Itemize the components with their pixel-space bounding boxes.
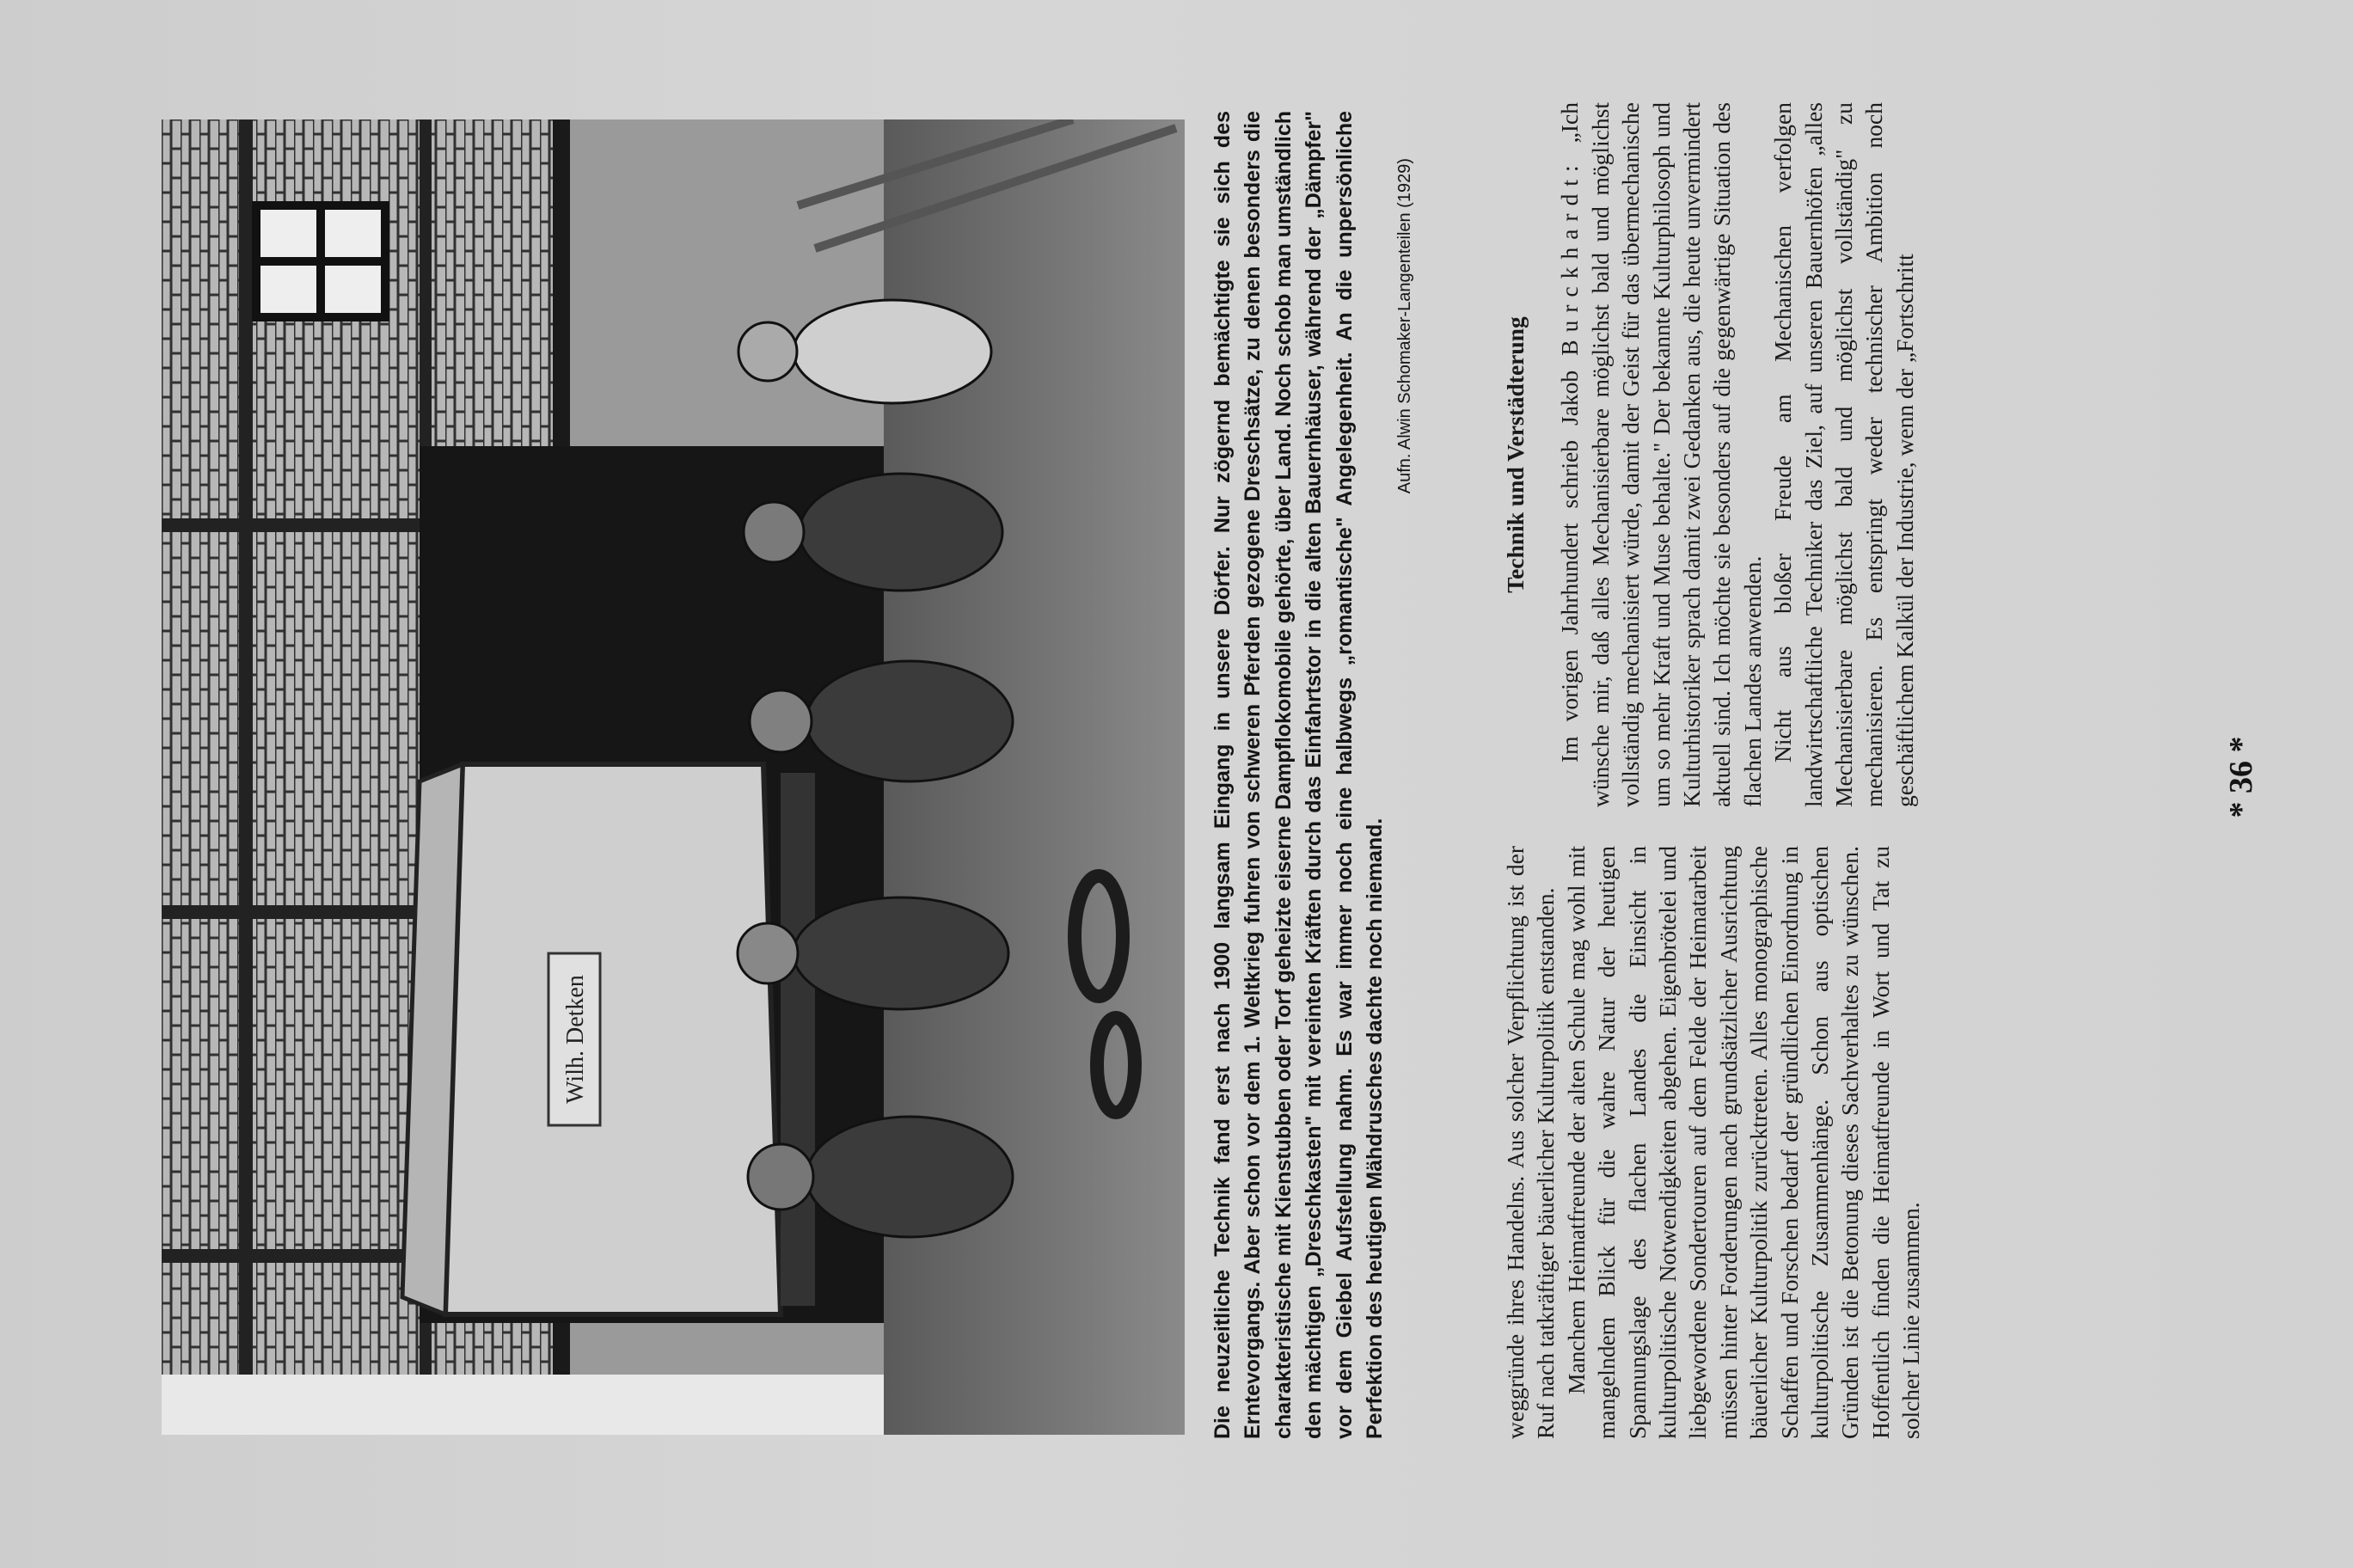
photo-credit: Aufn. Alwin Schomaker-Langenteilen (1929): [1395, 158, 1415, 494]
photo-sign: Wilh. Detken: [562, 975, 589, 1104]
right-paragraph-1: [1554, 102, 1768, 807]
left-paragraph-1: weggründe ihres Handelns. Aus solcher Verpflichtung ist der Ruf nach tatkräftiger bäuerlicher Kulturpolitik entstanden.: [1502, 846, 1559, 1439]
caption-text: Die neuzeitliche Technik fand erst nach 1900 langsam Eingang in unsere Dörfer. Nur zögernd bemächtigte sie sich des Erntevorgangs. Aber schon vor dem 1. Weltkrieg fuhren von schweren Pferden gezogene Dreschsätze, zu denen besonders die charakteristische mit Kienstubben oder Torf geheizte eiserne Dampflokomobile gehörte, über Land. Noch schob man umständlich den mächtigen „Dreschkasten" mit vereinten Kräften durch das Einfahrtstor in die alten Bauernhäuser, während der „Dämpfer" vor dem Giebel Aufstellung nahm. Es war immer noch eine halbwegs „romantische" Angelegenheit. An die unpersönliche Perfektion des heutigen Mähdrusches dachte noch niemand.: [1210, 111, 1388, 1439]
right-paragraph-2: Nicht aus bloßer Freude am Mechanischen verfolgen landwirtschaftliche Techniker das Ziel, auf unseren Bauernhöfen „alles Mechanisierbare möglichst bald und möglichst vollständig" zu mechanisieren. Es entspringt weder technischer Ambition noch geschäftlichem Kalkül der Industrie, wenn der „Fortschritt: [1769, 102, 1918, 807]
photo-illustration: [162, 119, 1185, 1435]
paragraph-1-rest: „Ich wünsche mir, daß alles Mechanisierbare möglichst bald und möglichst vollständig mechanisiert würde, damit der Geist für das übermechanische um so mehr Kraft und Muse behalte." Der bekannte Kulturphilosoph und Kulturhistoriker sprach damit zwei Gedanken aus, die heute unvermindert aktuell sind. Ich möchte sie besonders auf die gegenwärtige Situation des flachen Landes anwenden.: [1556, 102, 1766, 807]
page-number: * 36 *: [2223, 736, 2259, 818]
left-column: [1500, 846, 1927, 1439]
photo-caption: [1208, 111, 1421, 1439]
right-column: [1500, 102, 1920, 807]
section-heading: Technik und Verstädterung: [1502, 316, 1529, 593]
threshing-photo: [162, 119, 1185, 1435]
left-paragraph-2: Manchem Heimatfreunde der alten Schule mag wohl mit mangelndem Blick für die wahre Natur der heutigen Spannungslage des flachen Landes die Einsicht in kulturpolitische Notwendigkeiten abgehen. Eigenbrötelei und liebgewordene Sondertouren auf dem Felde der Heimatarbeit müssen hinter Forderungen nach grundsätzlicher Ausrichtung bäuerlicher Kulturpolitik zurücktreten. Alles monographische Schaffen und Forschen bedarf der gründlichen Einordnung in kulturpolitische Zusammenhänge. Schon aus optischen Gründen ist die Betonung dieses Sachverhaltes zu wünschen. Hoffentlich finden die Heimatfreunde in Wort und Tat zu solcher Linie zusammen.: [1562, 846, 1925, 1439]
author-name: Burckhardt:: [1556, 157, 1584, 356]
paragraph-1-start: Im vorigen Jahrhundert schrieb Jakob: [1556, 370, 1584, 763]
